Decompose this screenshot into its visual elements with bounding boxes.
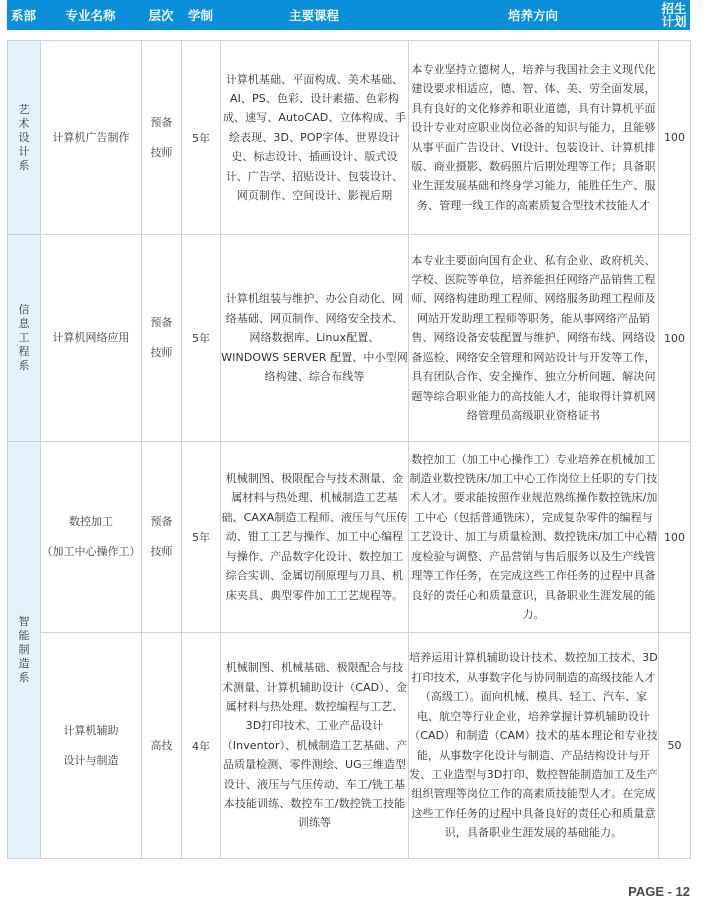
- duration-cell: 5年: [182, 442, 221, 633]
- plan-cell: 50: [659, 633, 691, 859]
- dept-cell: 信息工程系: [8, 235, 41, 442]
- header-level: 层次: [148, 7, 174, 23]
- major-name: 计算机网络应用: [41, 235, 142, 442]
- table-row: [8, 442, 691, 633]
- courses-cell: 机械制图、机械基础、极限配合与技术测量、计算机辅助设计（CAD）、金属材料与热处理、数控编程与工艺、3D打印技术、工业产品设计（Inventor）、机械制造工艺基础、产品质量检测、零件测绘、UG三维造型设计、液压与气压传动、车工/铣工基本技能训练、数控车工/数控铣工技能训练等: [221, 633, 409, 859]
- direction-cell: 数控加工（加工中心操作工）专业培养在机械加工制造业数控铣床/加工中心工作岗位上任职的专门技术人才。要求能按照作业规范熟练操作数控铣床/加工中心（包括普通铣床），完成复杂零件的编程与工艺设计、加工与质量检测、数控铣床/加工中心精度检验与调整、产品营销与售后服务以及生产线管理等工作任务，在完成这些工作任务的过程中具备良好的责任心和质量意识，具备职业生涯发展的能力。: [409, 442, 659, 633]
- dept-cell: 智能制造系: [8, 442, 41, 859]
- header-direction: 培养方向: [507, 7, 558, 23]
- level-cell: 预备技师: [142, 442, 182, 633]
- header-courses: 主要课程: [288, 7, 339, 23]
- table-row: [8, 235, 691, 442]
- duration-cell: 4年: [182, 633, 221, 859]
- majors-table: [7, 40, 691, 859]
- header-dept: 系部: [10, 7, 36, 23]
- plan-cell: 100: [659, 235, 691, 442]
- duration-cell: 5年: [182, 235, 221, 442]
- direction-cell: 培养运用计算机辅助设计技术、数控加工技术、3D打印技术，从事数字化与协同制造的高级技能人才（高级工）。面向机械、模具、轻工、汽车、家电、航空等行业企业，培养掌握计算机辅助设计（CAD）和制造（CAM）技术的基本理论和专业技能，从事数字化设计与制造、产品结构设计与开发、工业造型与3D打印、数控智能制造加工及生产组织管理等岗位工作的高素质技能型人才。在完成这些工作任务的过程中具备良好的责任心和质量意识，具备职业生涯发展的基础能力。: [409, 633, 659, 859]
- level-cell: 预备技师: [142, 235, 182, 442]
- major-name: 数控加工 （加工中心操作工）: [41, 442, 142, 633]
- major-name: 计算机辅助 设计与制造: [41, 633, 142, 859]
- page-number: PAGE - 12: [628, 884, 690, 899]
- header-plan: 招生计划: [661, 1, 687, 29]
- header-major: 专业名称: [65, 7, 116, 23]
- plan-cell: 100: [659, 41, 691, 235]
- duration-cell: 5年: [182, 41, 221, 235]
- courses-cell: 计算机基础、平面构成、美术基础、AI、PS、色彩、设计素描、色彩构成、速写、AutoCAD、立体构成、手绘表现、3D、POP字体、世界设计史、标志设计、插画设计、版式设计、广告学、招贴设计、包装设计、网页制作、空间设计、影视后期: [221, 41, 409, 235]
- direction-cell: 本专业坚持立德树人，培养与我国社会主义现代化建设要求相适应，德、智、体、美、劳全面发展，具有良好的文化修养和职业道德，具有计算机平面设计专业对应职业岗位必备的知识与能力，且能够从事平面广告设计、VI设计、包装设计、计算机排版、商业摄影、数码照片后期处理等工作；具备职业生涯发展基础和终身学习能力，能胜任生产、服务、管理一线工作的高素质复合型技术技能人才: [409, 41, 659, 235]
- dept-cell: 艺术设计系: [8, 41, 41, 235]
- table-row: [8, 633, 691, 859]
- level-cell: 预备技师: [142, 41, 182, 235]
- major-name: 计算机广告制作: [41, 41, 142, 235]
- courses-cell: 机械制图、极限配合与技术测量、金属材料与热处理、机械制造工艺基础、CAXA制造工程师、液压与气压传动、钳工工艺与操作、加工中心编程与操作、产品数字化设计、数控加工综合实训、金属切削原理与刀具、机床夹具、典型零件加工工艺规程等。: [221, 442, 409, 633]
- level-cell: 高技: [142, 633, 182, 859]
- direction-cell: 本专业主要面向国有企业、私有企业、政府机关、学校、医院等单位，培养能担任网络产品销售工程师、网络构建助理工程师、网络服务助理工程师及网站开发助理工程师等职务，能从事网络产品销售、网络设备安装配置与维护、网络布线、网络设备巡检、网络安全管理和网站设计与开发等工作，具有团队合作、安全操作、独立分析问题、解决问题等综合职业能力的高技能人才，能取得计算机网络管理员高级职业资格证书: [409, 235, 659, 442]
- plan-cell: 100: [659, 442, 691, 633]
- table-row: [8, 41, 691, 235]
- table-header: [7, 0, 690, 30]
- header-duration: 学制: [187, 7, 213, 23]
- courses-cell: 计算机组装与维护、办公自动化、网络基础、网页制作、网络安全技术、网络数据库、Linux配置、WINDOWS SERVER 配置、中小型网络构建、综合布线等: [221, 235, 409, 442]
